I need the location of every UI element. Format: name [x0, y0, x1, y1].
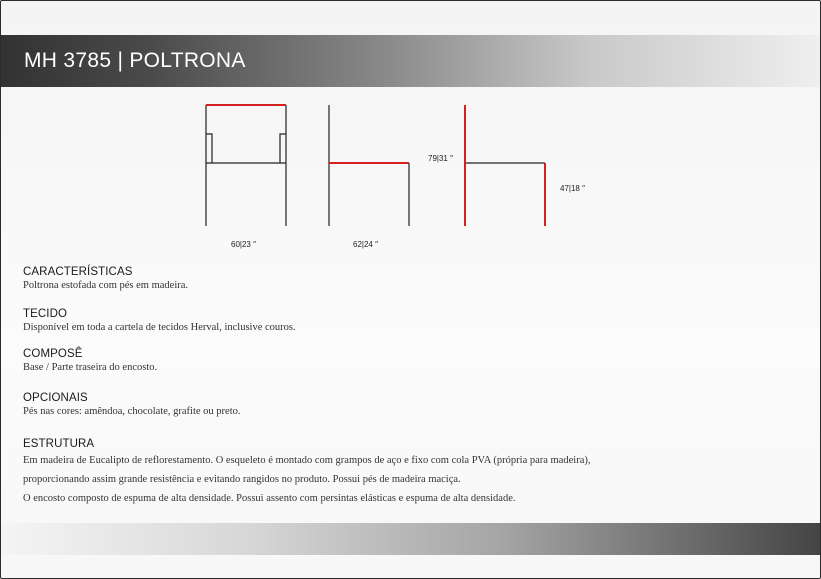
section-opcionais	[23, 392, 241, 418]
estrutura-line: proporcionando assim grande resistência e evitando rangidos no produto. Possui pés de madeira maciça.	[23, 474, 461, 485]
page-title: MH 3785 | POLTRONA	[24, 49, 246, 72]
section-estrutura	[23, 438, 590, 508]
section-body	[23, 451, 590, 508]
front-left-arm	[206, 134, 212, 163]
estrutura-line: Em madeira de Eucalipto de reflorestamento. O esqueleto é montado com grampos de aço e fixo com cola PVA (própria para madeira),	[23, 455, 591, 466]
section-title: OPCIONAIS	[23, 392, 88, 404]
section-body: Poltrona estofada com pés em madeira.	[23, 280, 189, 291]
footer-band	[1, 523, 820, 555]
section-tecido	[23, 308, 296, 334]
height-view-drawing	[465, 105, 545, 226]
section-compose	[23, 348, 157, 374]
section-title: ESTRUTURA	[23, 438, 95, 450]
section-title: CARACTERÍSTICAS	[23, 266, 133, 278]
section-body: Pés nas cores: amêndoa, chocolate, grafite ou preto.	[23, 406, 241, 417]
seat-height-label: 47|18 ″	[560, 184, 585, 193]
side-view-drawing	[329, 105, 409, 226]
total-height-label: 79|31 ″	[428, 154, 453, 163]
section-body: Base / Parte traseira do encosto.	[23, 362, 158, 373]
front-right-arm	[280, 134, 286, 163]
section-caracteristicas	[23, 266, 188, 292]
side-depth-label: 62|24 ″	[353, 240, 378, 249]
section-title: TECIDO	[23, 308, 68, 320]
front-width-label: 60|23 ″	[231, 240, 256, 249]
estrutura-line: O encosto composto de espuma de alta densidade. Possui assento com persintas elásticas e espuma de alta densidade.	[23, 493, 516, 504]
front-view-drawing	[206, 105, 286, 226]
section-title: COMPOSÊ	[23, 348, 83, 360]
section-body: Disponível em toda a cartela de tecidos Herval, inclusive couros.	[23, 322, 296, 333]
